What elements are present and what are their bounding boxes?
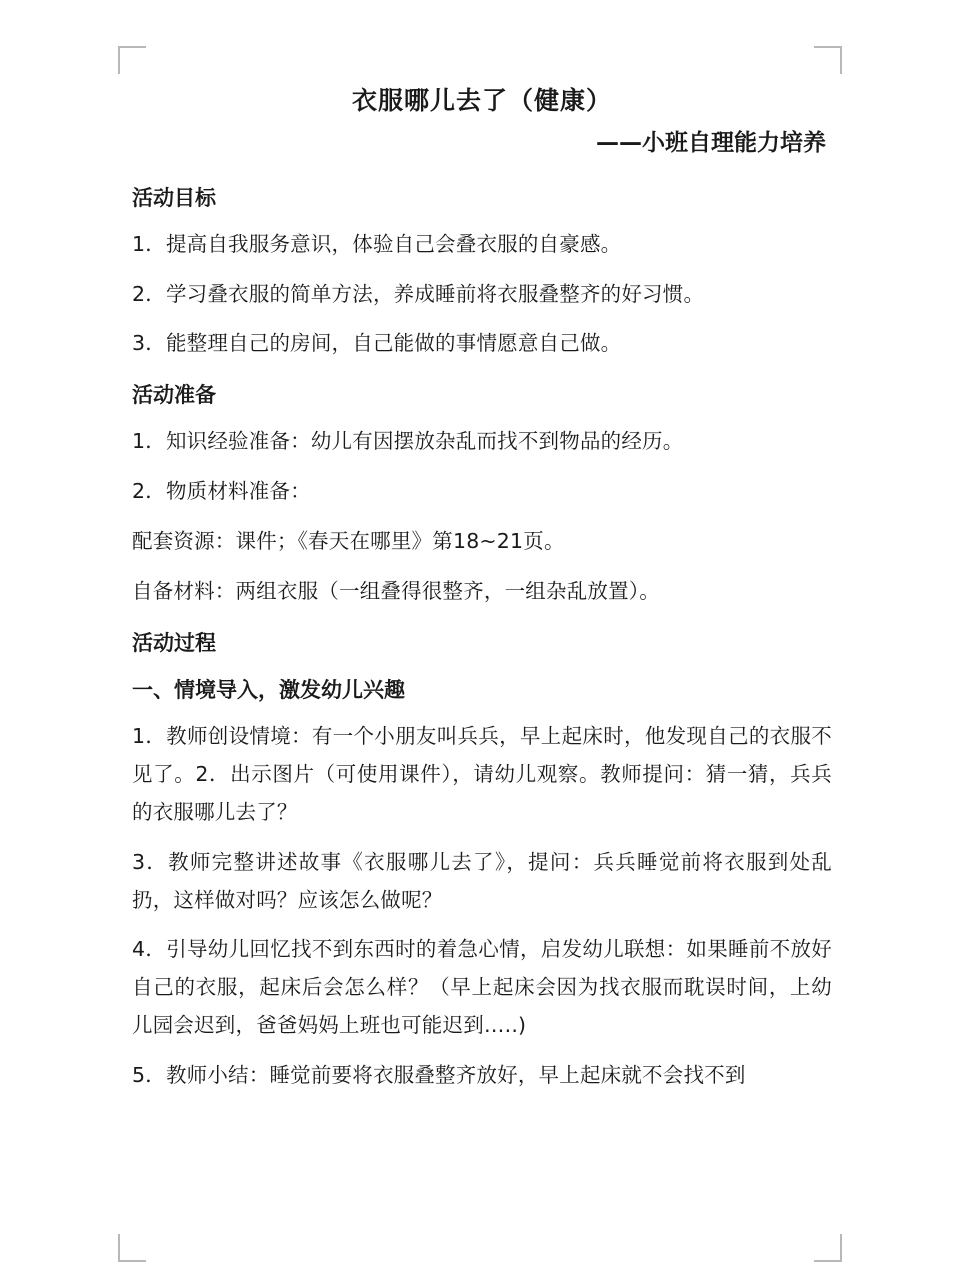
- process-item: 1．教师创设情境：有一个小朋友叫兵兵，早上起床时，他发现自己的衣服不见了。2．出示图片（可使用课件），请幼儿观察。教师提问：猜一猜，兵兵的衣服哪儿去了？: [132, 723, 832, 824]
- objective-item: 3．能整理自己的房间，自己能做的事情愿意自己做。: [132, 331, 622, 356]
- preparation-item: 1．知识经验准备：幼儿有因摆放杂乱而找不到物品的经历。: [132, 428, 684, 453]
- page-title: 衣服哪儿去了（健康）: [351, 86, 612, 115]
- preparation-materials: 自备材料：两组衣服（一组叠得很整齐，一组杂乱放置）。: [132, 578, 660, 603]
- page-subtitle: ——小班自理能力培养: [596, 129, 826, 156]
- section-heading-objectives: 活动目标: [132, 186, 216, 210]
- subsection-heading-intro: 一、情境导入，激发幼儿兴趣: [132, 678, 405, 703]
- objective-item: 2．学习叠衣服的简单方法，养成睡前将衣服叠整齐的好习惯。: [132, 281, 705, 306]
- document-content: [132, 70, 832, 1107]
- process-item: 4．引导幼儿回忆找不到东西时的着急心情，启发幼儿联想：如果睡前不放好自己的衣服，起床后会怎么样？（早上起床会因为找衣服而耽误时间，上幼儿园会迟到，爸爸妈妈上班也可能迟到…..): [132, 937, 832, 1038]
- objective-item: 1．提高自我服务意识，体验自己会叠衣服的自豪感。: [132, 231, 622, 256]
- preparation-resource: 配套资源：课件；《春天在哪里》第18~21页。: [132, 528, 565, 553]
- section-heading-preparation: 活动准备: [132, 383, 216, 408]
- crop-mark-bottom-right: [814, 1234, 842, 1262]
- section-heading-process: 活动过程: [132, 630, 216, 655]
- crop-mark-bottom-left: [118, 1234, 146, 1262]
- process-item: 3．教师完整讲述故事《衣服哪儿去了》，提问：兵兵睡觉前将衣服到处乱扔，这样做对吗？应该怎么做呢？: [132, 849, 832, 912]
- preparation-item: 2．物质材料准备：: [132, 478, 311, 503]
- process-item: 5．教师小结：睡觉前要将衣服叠整齐放好，早上起床就不会找不到: [132, 1063, 746, 1088]
